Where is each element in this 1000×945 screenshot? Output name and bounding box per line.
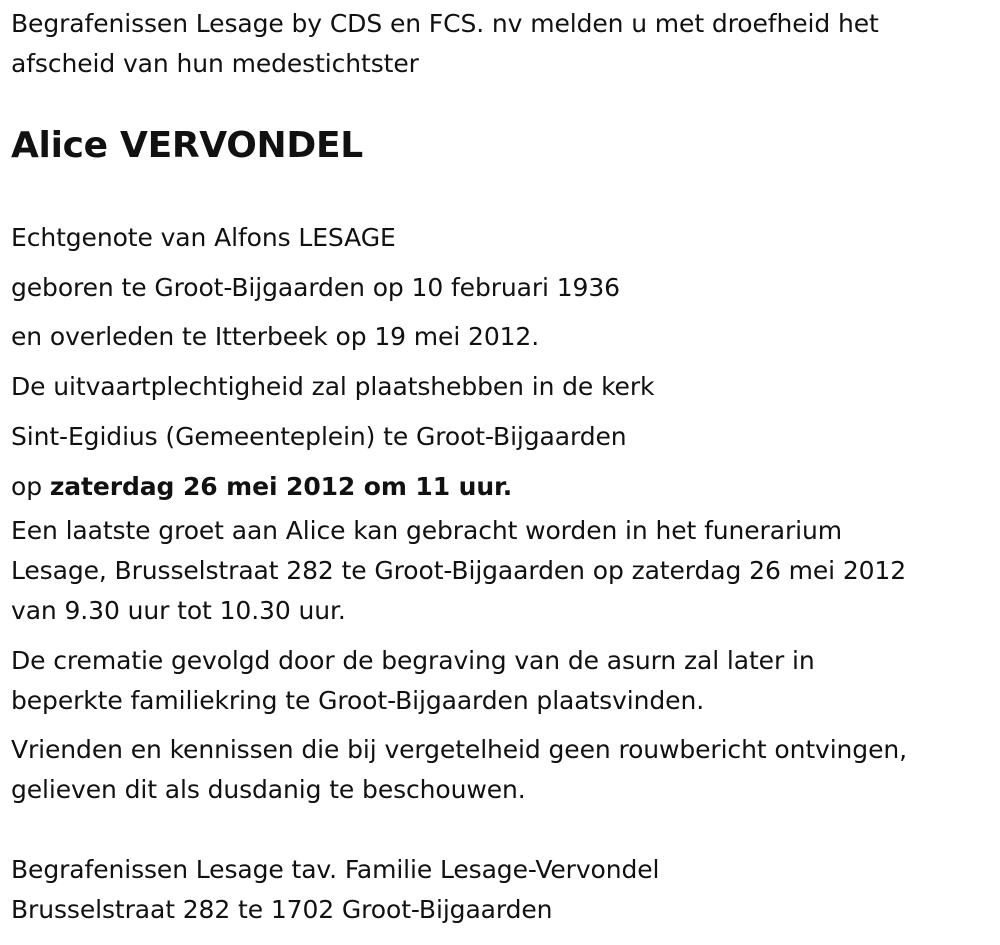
intro-line-1: Begrafenissen Lesage by CDS en FCS. nv melden u met droefheid het — [11, 9, 879, 38]
last-greeting-line-3: van 9.30 uur tot 10.30 uur. — [11, 596, 346, 625]
death-line: en overleden te Itterbeek op 19 mei 2012. — [11, 322, 540, 352]
details-section — [11, 213, 986, 511]
birth-line: geboren te Groot-Bijgaarden op 10 februari 1936 — [11, 272, 620, 302]
ceremony-prefix: op — [11, 471, 42, 501]
cremation-paragraph — [11, 641, 986, 721]
address-line-1: Begrafenissen Lesage tav. Familie Lesage-Vervondel — [11, 855, 660, 884]
last-greeting-line-1: Een laatste groet aan Alice kan gebracht worden in het funerarium — [11, 516, 842, 545]
last-greeting-paragraph — [11, 511, 986, 631]
notice-paragraph — [11, 730, 986, 810]
address-block — [11, 850, 986, 930]
intro-paragraph — [11, 4, 986, 84]
last-greeting-line-2: Lesage, Brusselstraat 282 te Groot-Bijgaarden op zaterdag 26 mei 2012 — [11, 556, 907, 585]
cremation-line-2: beperkte familiekring te Groot-Bijgaarden plaatsvinden. — [11, 686, 705, 715]
notice-line-2: gelieven dit als dusdanig te beschouwen. — [11, 775, 526, 804]
notice-line-1: Vrienden en kennissen die bij vergetelheid geen rouwbericht ontvingen, — [11, 735, 907, 764]
deceased-name: Alice VERVONDEL — [11, 125, 363, 166]
spouse-line: Echtgenote van Alfons LESAGE — [11, 223, 396, 252]
ceremony-date-line — [11, 462, 986, 512]
intro-line-2: afscheid van hun medestichtster — [11, 49, 419, 78]
cremation-line-1: De crematie gevolgd door de begraving van de asurn zal later in — [11, 646, 815, 675]
ceremony-datetime: zaterdag 26 mei 2012 om 11 uur. — [49, 471, 513, 501]
ceremony-line-1: De uitvaartplechtigheid zal plaatshebben in de kerk — [11, 372, 655, 402]
address-line-2: Brusselstraat 282 te 1702 Groot-Bijgaarden — [11, 895, 553, 924]
ceremony-line-2: Sint-Egidius (Gemeenteplein) te Groot-Bijgaarden — [11, 421, 627, 451]
